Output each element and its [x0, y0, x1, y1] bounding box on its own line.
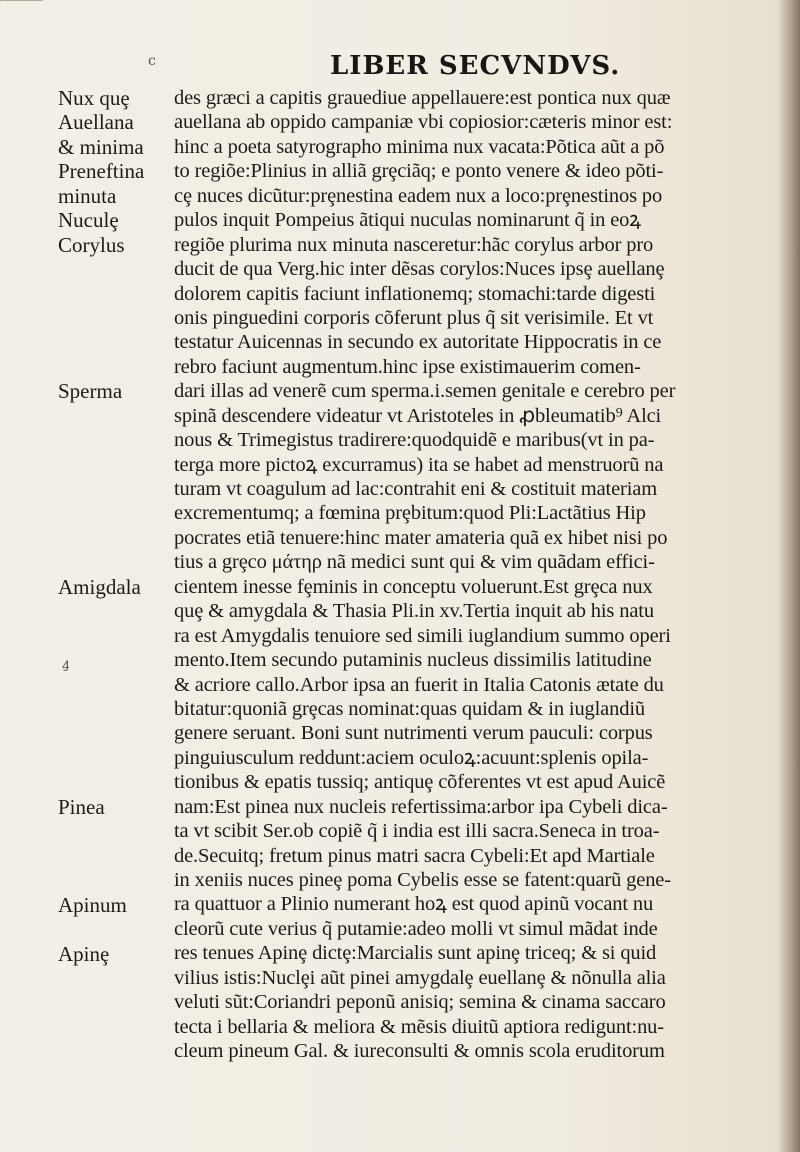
- text-line: in xeniis nuces pineȩ poma Cybelis esse se fatent:quarũ gene-: [174, 869, 671, 891]
- margin-note: Nuculȩ: [58, 208, 119, 233]
- margin-note: Apinȩ: [58, 941, 110, 966]
- text-line: des græci a capitis grauediue appellauere:est pontica nux quæ: [174, 87, 671, 109]
- text-line: mento.Item secundo putaminis nucleus dissimilis latitudine: [174, 649, 652, 672]
- margin-note: Auellana: [58, 110, 134, 135]
- text-line: ducit de qua Verg.hic inter dẽsas corylos:Nuces ipsȩ auellanȩ: [174, 258, 665, 281]
- text-line: ra est Amygdalis tenuiore sed simili iuglandium summo operi: [174, 624, 671, 647]
- text-line: cientem inesse fȩminis in conceptu voluerunt.Est grȩca nux: [174, 575, 653, 598]
- text-line: to regiõe:Plinius in alliã grȩciãq; e ponto venere & ideo põti-: [174, 160, 664, 183]
- text-line: quȩ & amygdala & Thasia Pli.in xv.Tertia inquit ab his natu: [174, 600, 654, 623]
- text-line: hinc a poeta satyrographo minima nux vacata:Põtica aũt a põ: [174, 135, 665, 158]
- text-line: ta vt scibit Ser.ob copiẽ q̃ i india est illi sacra.Seneca in troa-: [174, 820, 660, 843]
- text-line: ra quattuor a Plinio numerant hoꝝ est quod apinũ vocant nu: [174, 893, 654, 916]
- text-line: genere seruant. Boni sunt nutrimenti verum pauculi: corpus: [174, 722, 653, 745]
- text-line: vilius istis:Nuclȩi aũt pinei amygdalȩ euellanȩ & nõnulla alia: [174, 966, 666, 989]
- text-line: testatur Auicennas in secundo ex autoritate Hippocratis in ce: [174, 331, 662, 354]
- margin-symbol: ꜭ: [62, 657, 70, 673]
- page-edge-shadow: [778, 0, 800, 1152]
- text-line: dolorem capitis faciunt inflationemq; stomachi:tarde digesti: [174, 282, 656, 305]
- margin-note: Nux quȩ: [58, 86, 130, 110]
- text-line: pocrates etiã tenuere:hinc mater amateria quã ex hibet nisi po: [174, 526, 668, 549]
- margin-note: & minima: [58, 134, 144, 159]
- text-line: de.Secuitq; fretum pinus matri sacra Cybeli:Et apd Martiale: [174, 844, 655, 867]
- margin-note: Corylus: [58, 232, 125, 257]
- text-line: excrementumq; a fœmina prȩbitum:quod Pli:Lactãtius Hip: [174, 502, 646, 525]
- text-line: cleorũ cute verius q̃ putamie:adeo molli vt simul mãdat inde: [174, 917, 658, 940]
- margin-note: Amigdala: [58, 575, 141, 599]
- margin-note: Sperma: [58, 379, 123, 404]
- text-line: tius a grȩco μάτηρ nã medici sunt qui & vim quãdam effici-: [174, 551, 655, 574]
- margin-note: Preneftina: [58, 159, 145, 184]
- text-line: cȩ nuces dicũtur:prȩnestina eadem nux a loco:prȩnestinos po: [174, 184, 663, 207]
- header-mark: c: [148, 53, 156, 69]
- text-line: pulos inquit Pompeius ãtiqui nuculas nominarunt q̃ in eoꝝ: [174, 209, 641, 232]
- running-head: LIBER SECVNDVS.: [330, 51, 621, 81]
- text-line: auellana ab oppido campaniæ vbi copiosior:cæteris minor est:: [174, 111, 673, 134]
- text-line: & acriore callo.Arbor ipsa an fuerit in Italia Catonis ætate du: [174, 673, 664, 696]
- text-line: tionibus & epatis tussiq; antiquȩ cõferentes vt est apud Auicẽ: [174, 771, 666, 794]
- text-line: terga more pictoꝝ excurramus) ita se habet ad menstruorũ na: [174, 453, 664, 476]
- margin-note: Apinum: [58, 892, 127, 917]
- text-line: rebro faciunt augmentum.hinc ipse existimauerim comen-: [174, 355, 641, 378]
- text-line: tecta i bellaria & meliora & mẽsis diuitũ aptiora redigunt:nu-: [174, 1015, 664, 1038]
- text-line: turam vt coagulum ad lac:contrahit eni & costituit materiam: [174, 478, 658, 500]
- text-line: nam:Est pinea nux nucleis refertissima:arbor ipa Cybeli dica-: [174, 795, 668, 818]
- text-line: dari illas ad venerẽ cum sperma.i.semen genitale e cerebro per: [174, 380, 676, 403]
- text-line: regiõe plurima nux minuta nasceretur:hãc corylus arbor pro: [174, 233, 654, 256]
- margin-note: minuta: [58, 183, 117, 208]
- margin-note: Pinea: [58, 795, 105, 820]
- text-line: cleum pineum Gal. & iureconsulti & omnis scola eruditorum: [174, 1040, 665, 1063]
- text-line: veluti sũt:Coriandri peponũ anisiq; semina & cinama saccaro: [174, 991, 666, 1014]
- text-line: onis pinguedini corporis cõferunt plus q̃ sit verisimile. Et vt: [174, 306, 654, 329]
- page-corner-fold: [0, 0, 43, 37]
- text-line: nous & Trimegistus tradirere:quodquidẽ e maribus(vt in pa-: [174, 429, 655, 452]
- text-line: res tenues Apinȩ dictȩ:Marcialis sunt apinȩ triceq; & si quid: [174, 942, 657, 965]
- text-line: spinã descendere videatur vt Aristoteles in ꝓbleumatib⁹ Alci: [174, 404, 662, 427]
- body-text: [174, 86, 774, 1064]
- text-line: bitatur:quoniã grȩcas nominat:quas quidam & in iuglandiũ: [174, 697, 645, 720]
- text-line: pinguiusculum reddunt:aciem oculoꝝ:acuunt:splenis opila-: [174, 746, 649, 769]
